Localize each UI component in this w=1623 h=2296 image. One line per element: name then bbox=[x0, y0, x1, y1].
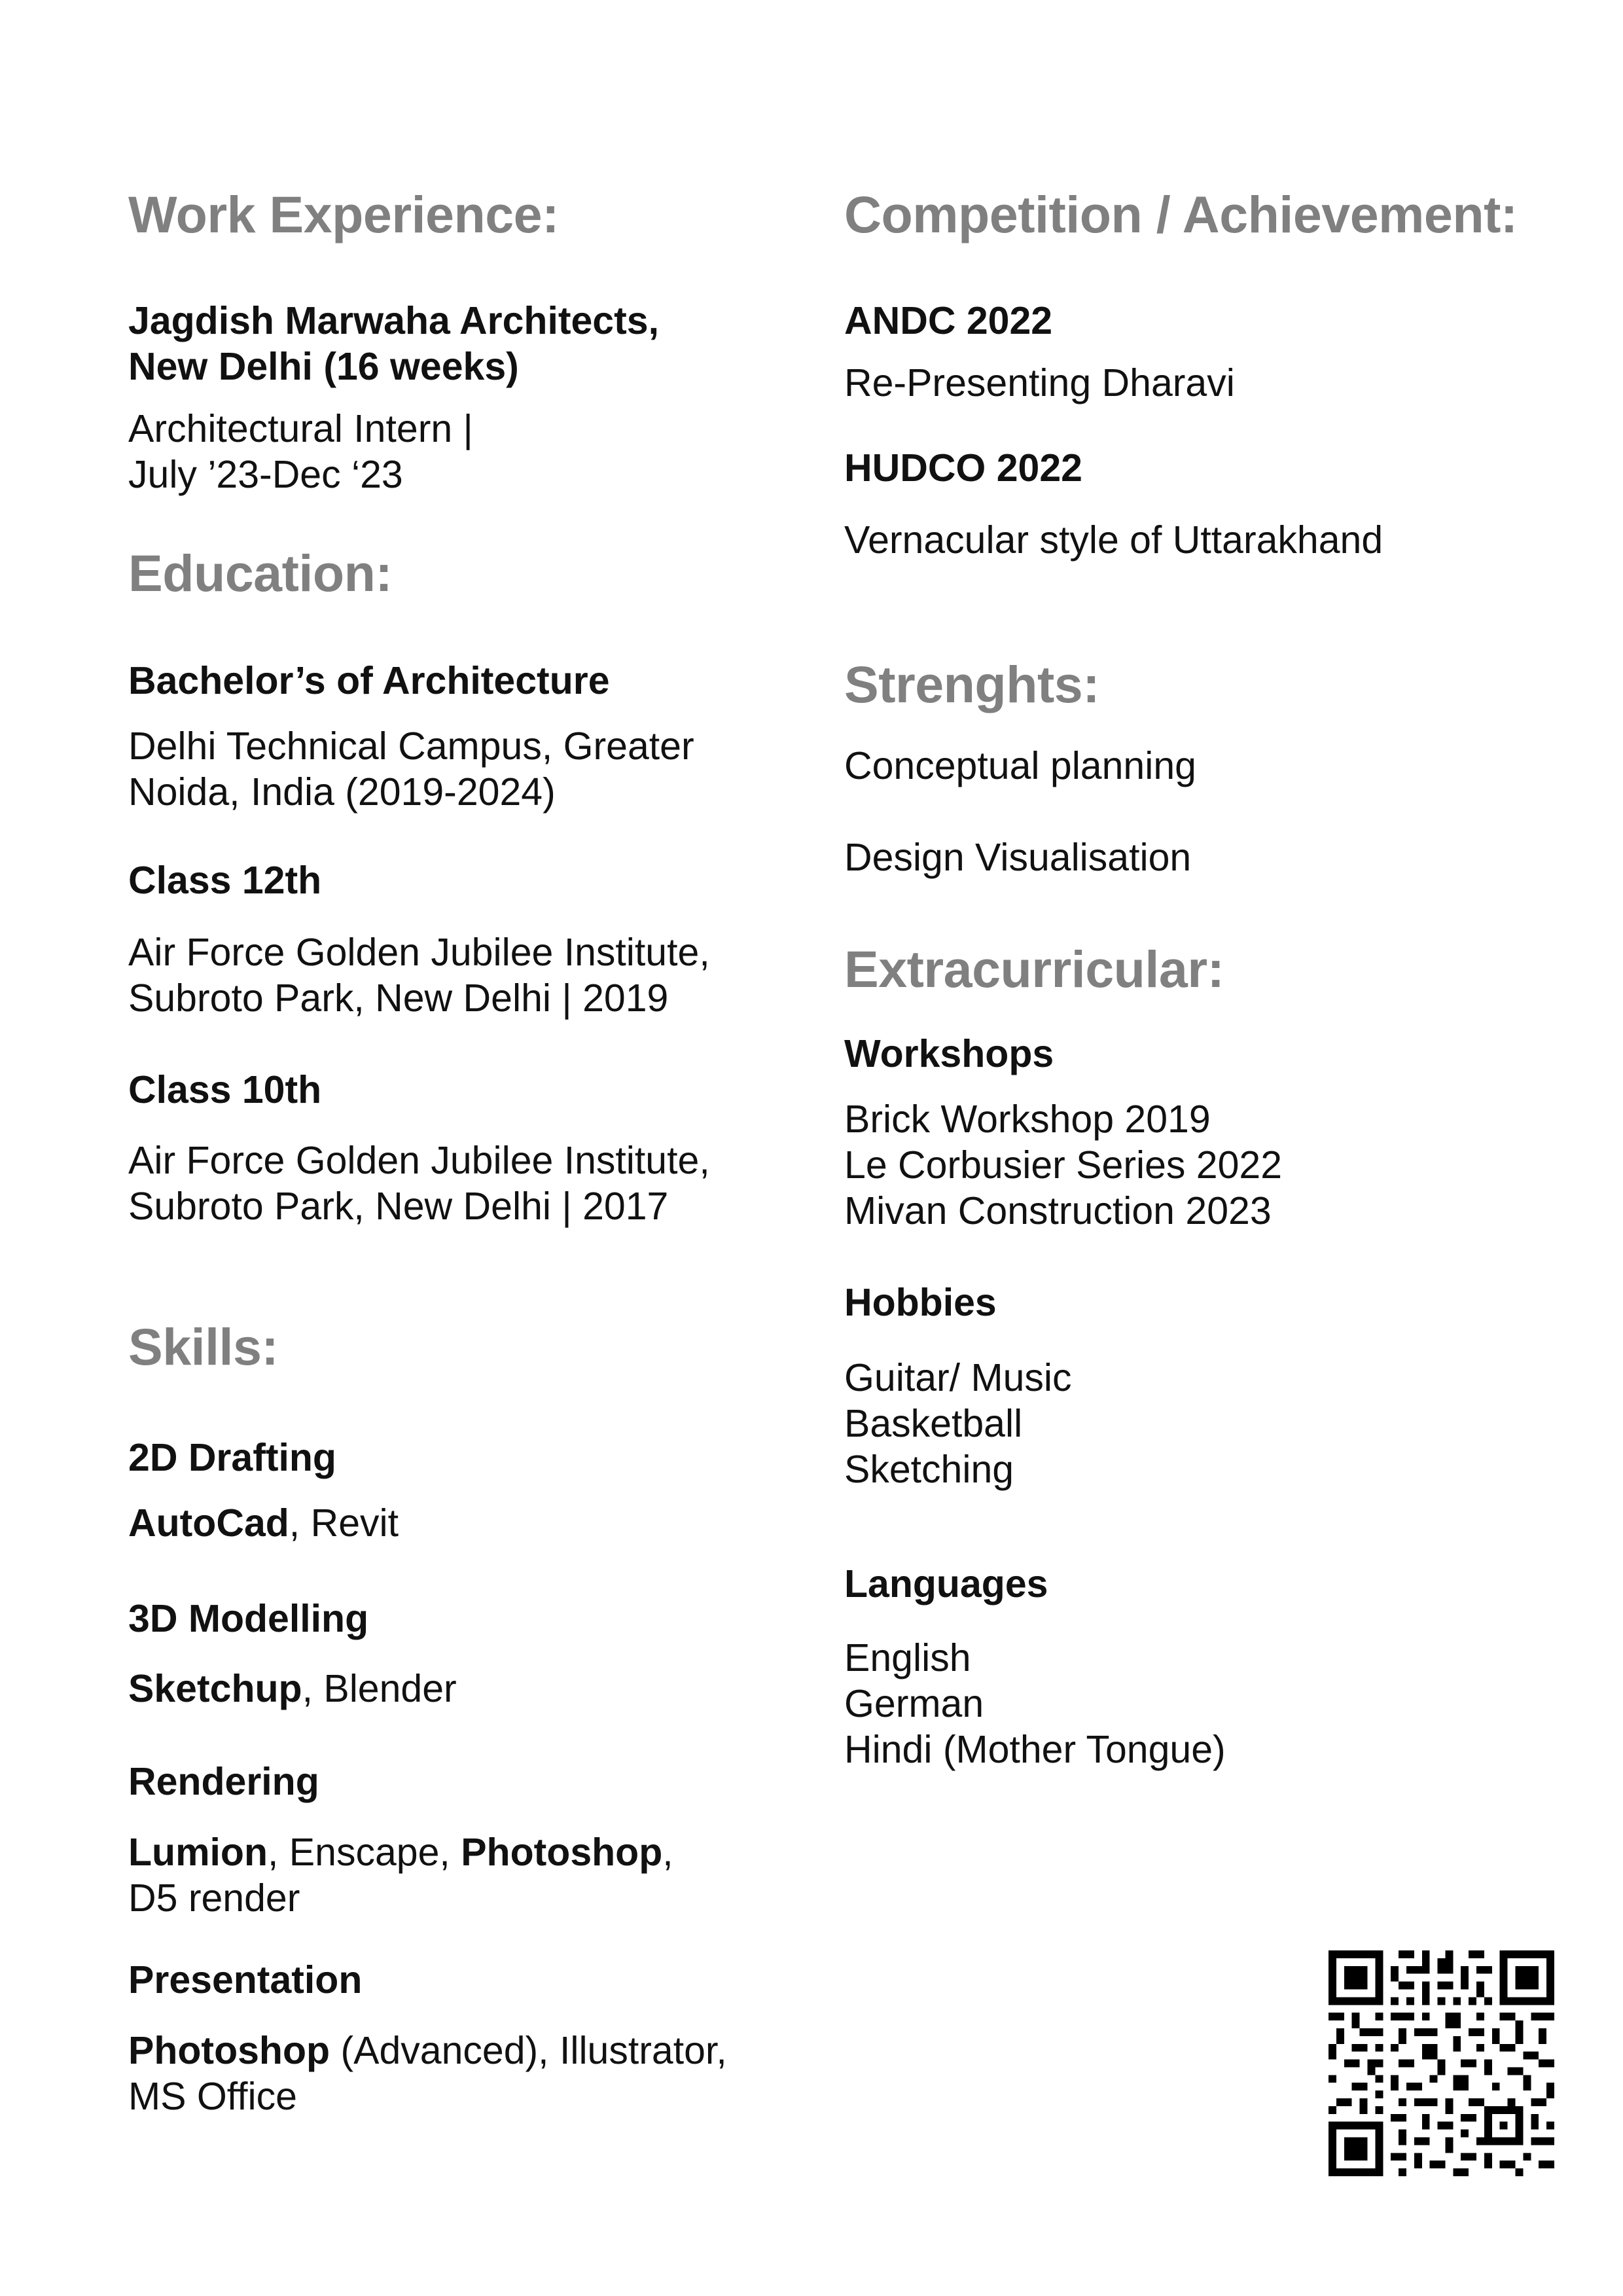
language-item-1: English bbox=[844, 1636, 971, 1679]
strength-item-2: Design Visualisation bbox=[844, 836, 1192, 879]
competition-title-1: ANDC 2022 bbox=[844, 299, 1053, 342]
skill-bold-1: AutoCad bbox=[128, 1501, 289, 1545]
skill-bold-3b: Photoshop bbox=[461, 1831, 663, 1874]
skill-rest-4: (Advanced), Illustrator, bbox=[330, 2029, 727, 2072]
competition-heading: Competition / Achievement: bbox=[844, 185, 1518, 243]
qr-code-icon[interactable] bbox=[1329, 1950, 1554, 2176]
skill-bold-4: Photoshop bbox=[128, 2029, 330, 2072]
education-line-2b: Subroto Park, New Delhi | 2019 bbox=[128, 977, 669, 1020]
workshop-item-2: Le Corbusier Series 2022 bbox=[844, 1143, 1283, 1187]
education-title-2: Class 12th bbox=[128, 859, 322, 902]
hobby-item-3: Sketching bbox=[844, 1448, 1014, 1491]
skill-bold-3: Lumion bbox=[128, 1831, 268, 1874]
hobby-item-2: Basketball bbox=[844, 1402, 1023, 1445]
workshops-title: Workshops bbox=[844, 1032, 1054, 1075]
skill-line-3b: D5 render bbox=[128, 1876, 300, 1920]
competition-title-2: HUDCO 2022 bbox=[844, 446, 1082, 490]
skill-line-2 bbox=[128, 1666, 457, 1712]
language-item-3: Hindi (Mother Tongue) bbox=[844, 1728, 1226, 1771]
education-line-1b: Noida, India (2019-2024) bbox=[128, 770, 556, 814]
education-title-3: Class 10th bbox=[128, 1068, 322, 1111]
skill-rest-2: , Blender bbox=[302, 1667, 457, 1710]
workshop-item-3: Mivan Construction 2023 bbox=[844, 1189, 1272, 1232]
employer-name-line-2: New Delhi (16 weeks) bbox=[128, 345, 519, 388]
competition-text-1: Re-Presenting Dharavi bbox=[844, 361, 1235, 404]
education-heading: Education: bbox=[128, 544, 393, 602]
skill-line-1 bbox=[128, 1500, 399, 1546]
competition-text-2: Vernacular style of Uttarakhand bbox=[844, 518, 1383, 562]
education-line-3a: Air Force Golden Jubilee Institute, bbox=[128, 1139, 710, 1182]
skill-mid-3: , Enscape, bbox=[268, 1831, 461, 1874]
education-line-2a: Air Force Golden Jubilee Institute, bbox=[128, 931, 710, 974]
work-experience-heading: Work Experience: bbox=[128, 185, 559, 243]
education-line-3b: Subroto Park, New Delhi | 2017 bbox=[128, 1185, 669, 1228]
strength-item-1: Conceptual planning bbox=[844, 744, 1196, 787]
hobbies-title: Hobbies bbox=[844, 1281, 997, 1324]
education-line-1a: Delhi Technical Campus, Greater bbox=[128, 725, 694, 768]
skill-line-4 bbox=[128, 2028, 727, 2073]
skill-rest-3: , bbox=[662, 1831, 673, 1874]
skill-bold-2: Sketchup bbox=[128, 1667, 302, 1710]
skill-title-3: Rendering bbox=[128, 1760, 319, 1803]
strengths-heading: Strenghts: bbox=[844, 655, 1099, 713]
education-title-1: Bachelor’s of Architecture bbox=[128, 659, 610, 702]
role-line-2: July ’23-Dec ‘23 bbox=[128, 453, 403, 496]
extracurricular-heading: Extracurricular: bbox=[844, 940, 1224, 998]
skill-line-3 bbox=[128, 1829, 673, 1875]
language-item-2: German bbox=[844, 1682, 984, 1725]
skill-line-4b: MS Office bbox=[128, 2075, 297, 2118]
skill-title-2: 3D Modelling bbox=[128, 1597, 369, 1640]
skills-heading: Skills: bbox=[128, 1318, 279, 1376]
role-line-1: Architectural Intern | bbox=[128, 407, 473, 450]
hobby-item-1: Guitar/ Music bbox=[844, 1356, 1072, 1399]
workshop-item-1: Brick Workshop 2019 bbox=[844, 1098, 1211, 1141]
skill-rest-1: , Revit bbox=[289, 1501, 399, 1545]
languages-title: Languages bbox=[844, 1562, 1048, 1605]
employer-name-line-1: Jagdish Marwaha Architects, bbox=[128, 299, 659, 342]
skill-title-1: 2D Drafting bbox=[128, 1436, 336, 1479]
skill-title-4: Presentation bbox=[128, 1958, 363, 2001]
